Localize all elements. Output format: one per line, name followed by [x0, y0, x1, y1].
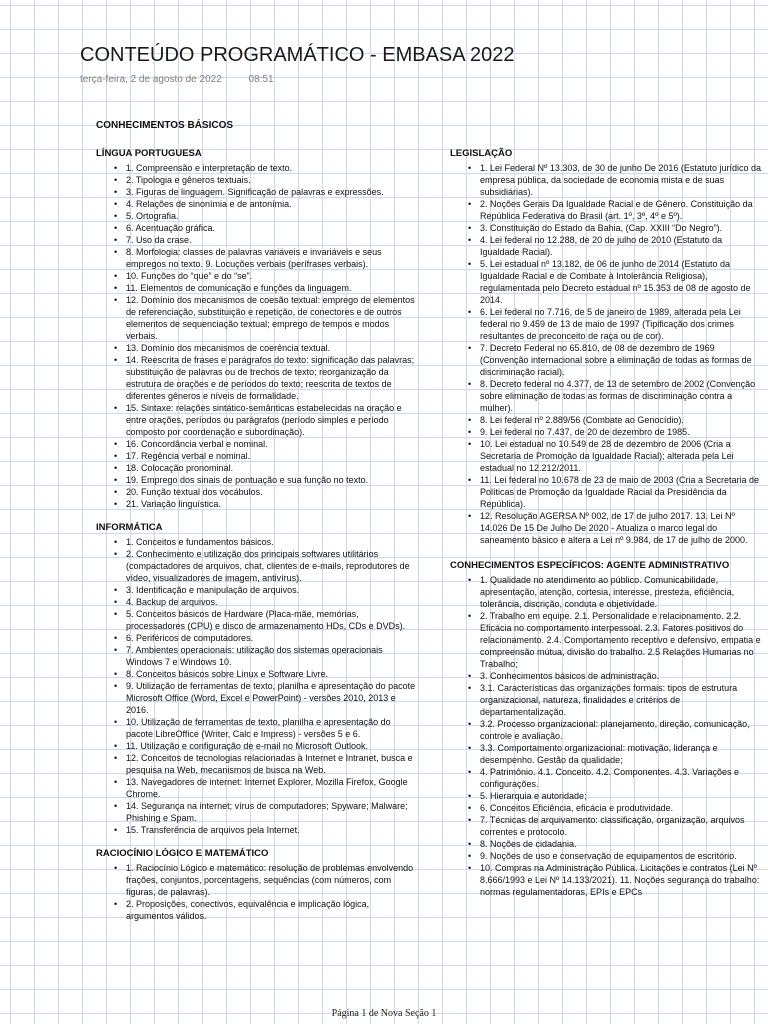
portuguese-list	[96, 162, 416, 510]
list-item: • 8. Conceitos básicos sobre Linux e Software Livre.	[126, 668, 416, 680]
list-item: • 1. Compreensão e interpretação de texto.	[126, 162, 416, 174]
legislation-list	[450, 162, 762, 546]
page-meta	[80, 74, 274, 85]
list-item: • 10. Compras na Administração Pública. Licitações e contratos (Lei Nº 8.666/1993 e Lei Nº 14.133/2021). 11. Noções segurança do trabalho: normas regulamentadoras, EPIs e EPCs	[480, 862, 762, 898]
list-item: • 3. Constituição do Estado da Bahia, (Cap. XXIII “Do Negro”).	[480, 222, 762, 234]
list-item: • 11. Lei federal no 10.678 de 23 de maio de 2003 (Cria a Secretaria de Políticas de Promoção da Igualdade Racial da Presidência da República).	[480, 474, 762, 510]
list-item: • 12. Conceitos de tecnologias relacionadas à Internet e Intranet, busca e pesquisa na Web, mecanismos de busca na Web.	[126, 752, 416, 776]
list-item: • 7. Ambientes operacionais: utilização dos sistemas operacionais Windows 7 e Windows 10.	[126, 644, 416, 668]
page-date: terça-feira, 2 de agosto de 2022	[80, 74, 222, 85]
list-item: • 3. Figuras de linguagem. Significação de palavras e expressões.	[126, 186, 416, 198]
list-item: • 7. Decreto Federal no 65.810, de 08 de dezembro de 1969 (Convenção internacional sobre a eliminação de todas as formas de discriminação racial).	[480, 342, 762, 378]
list-item: • 16. Concordância verbal e nominal.	[126, 438, 416, 450]
list-item: • 11. Elementos de comunicação e funções da linguagem.	[126, 282, 416, 294]
list-item: • 8. Noções de cidadania.	[480, 838, 762, 850]
list-item: • 2. Tipologia e gêneros textuais.	[126, 174, 416, 186]
list-item: • 1. Conceitos e fundamentos básicos.	[126, 536, 416, 548]
specific-list	[450, 574, 762, 898]
list-item: • 14. Segurança na internet; vírus de computadores; Spyware; Malware; Phishing e Spam.	[126, 800, 416, 824]
page-footer: Página 1 de Nova Seção 1	[331, 1008, 437, 1019]
specific-heading: CONHECIMENTOS ESPECÍFICOS: AGENTE ADMINISTRATIVO	[450, 560, 730, 571]
list-item: • 6. Periféricos de computadores.	[126, 632, 416, 644]
list-item: • 7. Uso da crase.	[126, 234, 416, 246]
list-item: • 2. Proposições, conectivos, equivalência e implicação lógica, argumentos válidos.	[126, 898, 416, 922]
list-item: • 17. Regência verbal e nominal.	[126, 450, 416, 462]
list-item: • 11. Utilização e configuração de e-mail no Microsoft Outlook.	[126, 740, 416, 752]
informatics-section	[96, 522, 416, 836]
list-item: • 8. Lei federal nº 2.889/56 (Combate ao Genocídio).	[480, 414, 762, 426]
list-item: • 3. Identificação e manipulação de arquivos.	[126, 584, 416, 596]
list-item: • 9. Noções de uso e conservação de equipamentos de escritório.	[480, 850, 762, 862]
list-item: • 20. Função textual dos vocábulos.	[126, 486, 416, 498]
list-item: • 12. Resolução AGERSA Nº 002, de 17 de julho 2017. 13. Lei Nº 14.026 De 15 De Julho De 2020 - Atualiza o marco legal do saneamento básico e altera a Lei nº 9.984, de 17 de julho de 2000.	[480, 510, 762, 546]
list-item: • 2. Noções Gerais Da Igualdade Racial e de Gênero. Constituição da República Federativa do Brasil (art. 1º, 3º, 4º e 5º).	[480, 198, 762, 222]
logic-heading: RACIOCÍNIO LÓGICO E MATEMÁTICO	[96, 848, 269, 859]
list-item: • 10. Lei estadual no 10.549 de 28 de dezembro de 2006 (Cria a Secretaria de Promoção da Igualdade Racial); alterada pela Lei estadual no 12.212/2011.	[480, 438, 762, 474]
list-item: • 10. Utilização de ferramentas de texto, planilha e apresentação do pacote LibreOffice (Writer, Calc e Impress) - versões 5 e 6.	[126, 716, 416, 740]
legislation-heading: LEGISLAÇÃO	[450, 148, 513, 159]
list-item: • 3.2. Processo organizacional: planejamento, direção, comunicação, controle e avaliação.	[480, 718, 762, 742]
list-item: • 13. Domínio dos mecanismos de coerência textual.	[126, 342, 416, 354]
list-item: • 5. Hierarquia e autoridade;	[480, 790, 762, 802]
basics-heading: CONHECIMENTOS BÁSICOS	[96, 120, 234, 131]
list-item: • 2. Conhecimento e utilização dos principais softwares utilitários (compactadores de arquivos, chat, clientes de e-mails, reprodutores de vídeo, visualizadores de imagem, antivírus).	[126, 548, 416, 584]
list-item: • 21. Variação linguística.	[126, 498, 416, 510]
left-column	[96, 120, 416, 922]
list-item: • 15. Transferência de arquivos pela Internet.	[126, 824, 416, 836]
legislation-section	[450, 148, 762, 546]
portuguese-section	[96, 148, 416, 510]
list-item: • 15. Sintaxe: relações sintático-semânticas estabelecidas na oração e entre orações, períodos ou parágrafos (período simples e período composto por coordenação e subordinação).	[126, 402, 416, 438]
informatics-list	[96, 536, 416, 836]
informatics-heading: INFORMÁTICA	[96, 522, 163, 533]
list-item: • 4. Relações de sinonímia e de antonímia.	[126, 198, 416, 210]
list-item: • 6. Acentuação gráfica.	[126, 222, 416, 234]
list-item: • 9. Lei federal no 7.437, de 20 de dezembro de 1985.	[480, 426, 762, 438]
list-item: • 8. Decreto federal no 4.377, de 13 de setembro de 2002 (Convenção sobre eliminação de todas as formas de discriminação contra a mulher).	[480, 378, 762, 414]
list-item: • 13. Navegadores de internet: Internet Explorer, Mozilla Firefox, Google Chrome.	[126, 776, 416, 800]
list-item: • 1. Raciocínio Lógico e matemático: resolução de problemas envolvendo frações, conjuntos, porcentagens, sequências (com números, com figuras, de palavras).	[126, 862, 416, 898]
logic-list	[96, 862, 416, 922]
list-item: • 6. Lei federal no 7.716, de 5 de janeiro de 1989, alterada pela Lei federal no 9.459 de 13 de maio de 1997 (Tipificação dos crimes resultantes de preconceito de raça ou de cor).	[480, 306, 762, 342]
logic-section	[96, 848, 416, 922]
list-item: • 3.1. Características das organizações formais: tipos de estrutura organizacional, natureza, finalidades e critérios de departamentalização.	[480, 682, 762, 718]
list-item: • 5. Ortografia.	[126, 210, 416, 222]
list-item: • 4. Lei federal no 12.288, de 20 de julho de 2010 (Estatuto da Igualdade Racial).	[480, 234, 762, 258]
list-item: • 4. Patrimônio. 4.1. Conceito. 4.2. Componentes. 4.3. Variações e configurações.	[480, 766, 762, 790]
list-item: • 1. Lei Federal Nº 13.303, de 30 de junho De 2016 (Estatuto jurídico da empresa pública, da sociedade de economia mista e de suas subsidiárias).	[480, 162, 762, 198]
list-item: • 5. Lei estadual nº 13.182, de 06 de junho de 2014 (Estatuto da Igualdade Racial e de Combate à Intolerância Religiosa), regulamentada pelo Decreto estadual nº 15.353 de 08 de agosto de 2014.	[480, 258, 762, 306]
right-column	[450, 148, 762, 898]
list-item: • 6. Conceitos Eficiência, eficácia e produtividade.	[480, 802, 762, 814]
list-item: • 9. Utilização de ferramentas de texto, planilha e apresentação do pacote Microsoft Office (Word, Excel e PowerPoint) - versões 2010, 2013 e 2016.	[126, 680, 416, 716]
list-item: • 1. Qualidade no atendimento ao público. Comunicabilidade, apresentação, atenção, cortesia, interesse, presteza, eficiência, tolerância, discrição, conduta e objetividade.	[480, 574, 762, 610]
list-item: • 10. Funções do “que” e do “se”.	[126, 270, 416, 282]
list-item: • 7. Técnicas de arquivamento: classificação, organização, arquivos correntes e protocolo.	[480, 814, 762, 838]
portuguese-heading: LÍNGUA PORTUGUESA	[96, 148, 202, 159]
specific-section	[450, 560, 762, 898]
page-time: 08:51	[248, 74, 274, 85]
list-item: • 14. Reescrita de frases e parágrafos do texto: significação das palavras; substituição de palavras ou de trechos de texto; reorganização da estrutura de orações e de períodos do texto; reescrita de textos de diferentes gêneros e níveis de formalidade.	[126, 354, 416, 402]
page-title: CONTEÚDO PROGRAMÁTICO - EMBASA 2022	[80, 44, 515, 66]
list-item: • 8. Morfologia: classes de palavras variáveis e invariáveis e seus empregos no texto. 9. Locuções verbais (perífrases verbais).	[126, 246, 416, 270]
list-item: • 12. Domínio dos mecanismos de coesão textual: emprego de elementos de referenciação, substituição e repetição, de conectores e de outros elementos de sequenciação textual; emprego de tempos e modos verbais.	[126, 294, 416, 342]
list-item: • 3.3. Comportamento organizacional: motivação, liderança e desempenho. Gestão da qualidade;	[480, 742, 762, 766]
list-item: • 4. Backup de arquivos.	[126, 596, 416, 608]
list-item: • 19. Emprego dos sinais de pontuação e sua função no texto.	[126, 474, 416, 486]
list-item: • 3. Conhecimentos básicos de administração.	[480, 670, 762, 682]
list-item: • 5. Conceitos básicos de Hardware (Placa-mãe, memórias, processadores (CPU) e disco de armazenamento HDs, CDs e DVDs).	[126, 608, 416, 632]
list-item: • 2. Trabalho em equipe. 2.1. Personalidade e relacionamento. 2.2. Eficácia no comportamento interpessoal. 2.3. Fatores positivos do relacionamento. 2.4. Comportamento receptivo e defensivo, empatia e compreensão mútua, divisão do trabalho. 2.5 Relações Humanas no Trabalho;	[480, 610, 762, 670]
list-item: • 18. Colocação pronominal.	[126, 462, 416, 474]
